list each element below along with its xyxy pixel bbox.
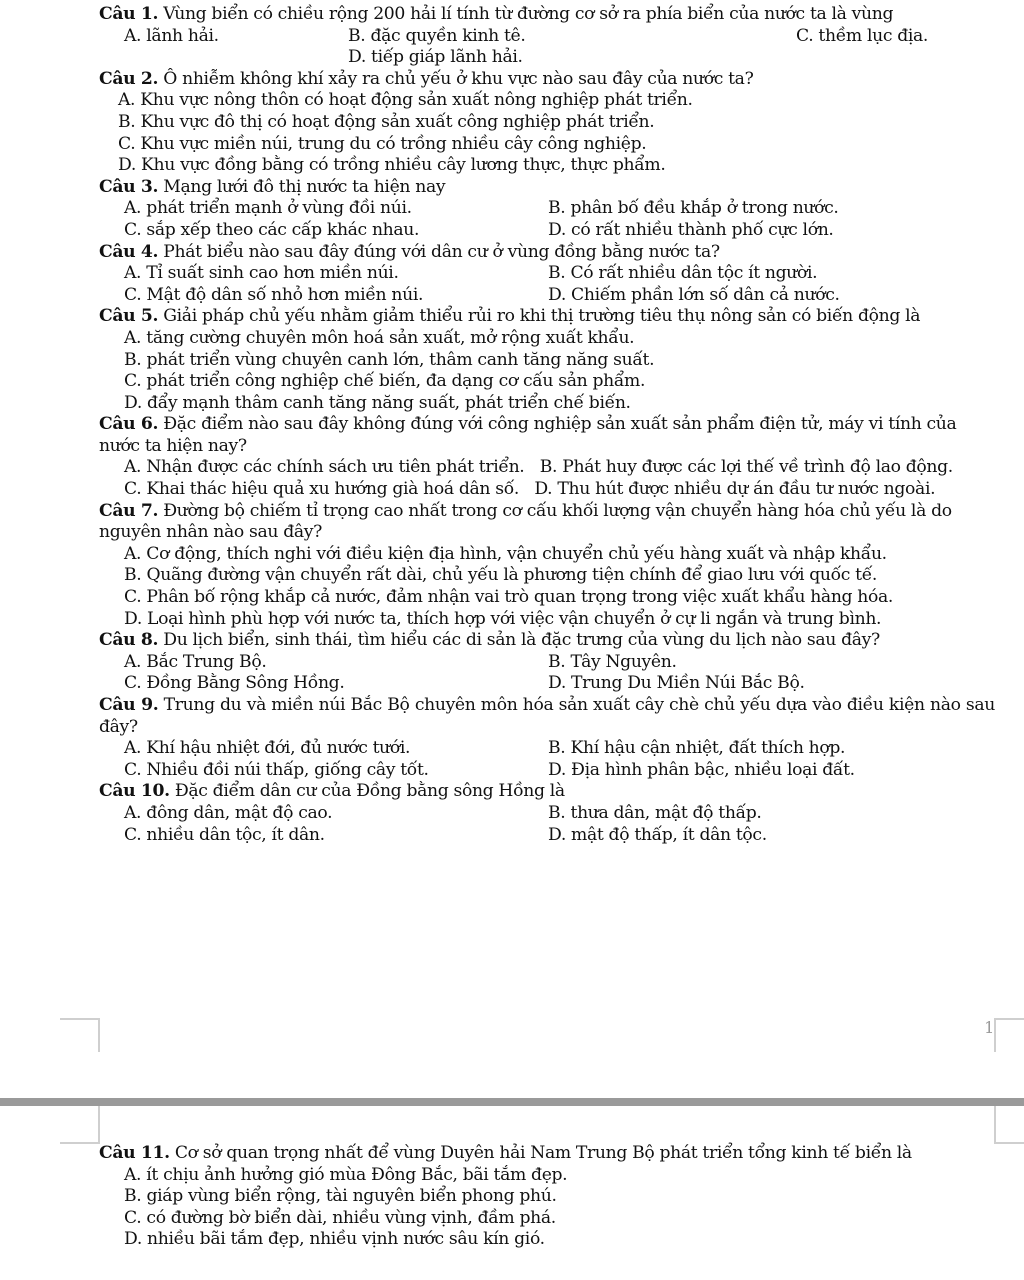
- question-11-number: Câu 11.: [99, 1143, 170, 1163]
- question-6-options-line-1: [99, 457, 995, 479]
- question-9-number: Câu 9.: [99, 695, 159, 715]
- question-6-options-line-2: [99, 479, 995, 501]
- margin-corner-mark: [994, 1106, 1024, 1144]
- question-7-stem: [99, 501, 995, 544]
- question-1-options-row: [99, 26, 995, 48]
- question-11: [99, 1143, 995, 1251]
- question-2-number: Câu 2.: [99, 68, 159, 89]
- page-separator: [0, 1098, 1024, 1106]
- question-8-option-b: B. Tây Nguyên.: [548, 651, 677, 672]
- margin-corner-mark: [60, 1018, 100, 1052]
- question-8-stem: [99, 630, 995, 652]
- question-4-options-row-2: [99, 285, 995, 307]
- question-6-number: Câu 6.: [99, 414, 159, 435]
- question-10-option-b: B. thưa dân, mật độ thấp.: [548, 802, 762, 823]
- question-2-option-c: C. Khu vực miền núi, trung du có trồng nhiều cây công nghiệp.: [118, 133, 647, 154]
- page-number: 1: [984, 1018, 994, 1037]
- question-5: [99, 306, 995, 414]
- question-11-option-d: D. nhiều bãi tắm đẹp, nhiều vịnh nước sâu kín gió.: [124, 1229, 545, 1250]
- question-9-options-row-1: [99, 738, 995, 760]
- question-2: [99, 69, 995, 177]
- question-5-option-a: A. tăng cường chuyên môn hoá sản xuất, mở rộng xuất khẩu.: [124, 327, 635, 348]
- question-4-option-b: B. Có rất nhiều dân tộc ít người.: [548, 263, 818, 284]
- question-9-option-a: A. Khí hậu nhiệt đới, đủ nước tưới.: [124, 738, 411, 759]
- question-8: [99, 630, 995, 695]
- question-10-option-c: C. nhiều dân tộc, ít dân.: [124, 824, 325, 845]
- question-5-option-c: C. phát triển công nghiệp chế biến, đa dạng cơ cấu sản phẩm.: [124, 371, 646, 392]
- question-2-text: Ô nhiễm không khí xảy ra chủ yếu ở khu vực nào sau đây của nước ta?: [163, 68, 754, 89]
- question-6-option-a: A. Nhận được các chính sách ưu tiên phát triển.: [124, 457, 525, 478]
- question-9-stem: [99, 695, 995, 738]
- question-8-text: Du lịch biển, sinh thái, tìm hiểu các di sản là đặc trưng của vùng du lịch nào sau đây?: [163, 630, 880, 651]
- question-8-option-d: D. Trung Du Miền Núi Bắc Bộ.: [548, 673, 805, 694]
- question-11-text: Cơ sở quan trọng nhất để vùng Duyên hải Nam Trung Bộ phát triển tổng kinh tế biển là: [174, 1143, 912, 1163]
- question-1-option-c: C. thềm lục địa.: [796, 25, 929, 46]
- question-3-text: Mạng lưới đô thị nước ta hiện nay: [163, 176, 446, 197]
- question-4-options-row-1: [99, 263, 995, 285]
- question-8-option-a: A. Bắc Trung Bộ.: [124, 651, 267, 672]
- question-4-option-a: A. Tỉ suất sinh cao hơn miền núi.: [124, 263, 399, 284]
- question-8-option-c: C. Đồng Bằng Sông Hồng.: [124, 673, 345, 694]
- question-7-option-c: C. Phân bố rộng khắp cả nước, đảm nhận vai trò quan trọng trong việc xuất khẩu hàng hóa.: [124, 587, 894, 608]
- question-10-option-d: D. mật độ thấp, ít dân tộc.: [548, 824, 767, 845]
- question-1-text: Vùng biển có chiều rộng 200 hải lí tính từ đường cơ sở ra phía biển của nước ta là vùng: [163, 4, 894, 24]
- question-6-option-b: B. Phát huy được các lợi thế về trình độ lao động.: [539, 457, 953, 478]
- question-3-options-row-1: [99, 198, 995, 220]
- question-1-option-b: B. đặc quyền kinh tê.: [348, 25, 526, 46]
- question-4-text: Phát biểu nào sau đây đúng với dân cư ở vùng đồng bằng nước ta?: [163, 241, 720, 262]
- question-4-number: Câu 4.: [99, 241, 159, 262]
- question-3-option-a: A. phát triển mạnh ở vùng đồi núi.: [124, 198, 412, 219]
- question-8-number: Câu 8.: [99, 630, 159, 651]
- question-7-option-d: D. Loại hình phù hợp với nước ta, thích hợp với việc vận chuyển ở cự li ngắn và trung bình.: [124, 608, 882, 629]
- margin-corner-mark: [994, 1018, 1024, 1052]
- question-1-option-d: D. tiếp giáp lãnh hải.: [348, 47, 523, 68]
- question-6-stem: [99, 414, 995, 457]
- question-9-option-b: B. Khí hậu cận nhiệt, đất thích hợp.: [548, 738, 846, 759]
- question-1: [99, 4, 995, 69]
- question-10-option-a: A. đông dân, mật độ cao.: [124, 802, 333, 823]
- question-3-options-row-2: [99, 220, 995, 242]
- question-10-stem: [99, 781, 995, 803]
- margin-corner-mark: [60, 1106, 100, 1144]
- question-5-text: Giải pháp chủ yếu nhằm giảm thiểu rủi ro khi thị trường tiêu thụ nông sản có biến động là: [163, 306, 921, 327]
- question-10-text: Đặc điểm dân cư của Đồng bằng sông Hồng là: [174, 781, 565, 802]
- question-3-stem: [99, 177, 995, 199]
- question-5-option-d: D. đẩy mạnh thâm canh tăng năng suất, phát triển chế biến.: [124, 392, 631, 413]
- question-2-option-a: A. Khu vực nông thôn có hoạt động sản xuất nông nghiệp phát triển.: [118, 90, 693, 111]
- question-5-number: Câu 5.: [99, 306, 159, 327]
- question-6: [99, 414, 995, 500]
- question-3: [99, 177, 995, 242]
- question-11-option-c: C. có đường bờ biển dài, nhiều vùng vịnh, đầm phá.: [124, 1207, 556, 1228]
- question-6-text: Đặc điểm nào sau đây không đúng với công nghiệp sản xuất sản phẩm điện tử, máy vi tính của nước ta hiện nay?: [99, 414, 957, 456]
- question-2-option-d: D. Khu vực đồng bằng có trồng nhiều cây lương thực, thực phẩm.: [118, 155, 666, 176]
- question-9-option-d: D. Địa hình phân bậc, nhiều loại đất.: [548, 759, 855, 780]
- question-9-options-row-2: [99, 760, 995, 782]
- question-9-option-c: C. Nhiều đồi núi thấp, giống cây tốt.: [124, 759, 429, 780]
- question-4-option-d: D. Chiếm phần lớn số dân cả nước.: [548, 284, 840, 305]
- question-9: [99, 695, 995, 781]
- question-9-text: Trung du và miền núi Bắc Bộ chuyên môn hóa sản xuất cây chè chủ yếu dựa vào điều kiện nào sau đây?: [99, 695, 995, 737]
- question-1-number: Câu 1.: [99, 4, 159, 24]
- question-4-option-c: C. Mật độ dân số nhỏ hơn miền núi.: [124, 284, 424, 305]
- question-10: [99, 781, 995, 846]
- question-10-options-row-2: [99, 825, 995, 847]
- question-1-option-a: A. lãnh hải.: [124, 25, 219, 46]
- question-7-option-a: A. Cơ động, thích nghi với điều kiện địa hình, vận chuyển chủ yếu hàng xuất và nhập khẩu.: [124, 543, 887, 564]
- question-4-stem: [99, 242, 995, 264]
- question-11-option-b: B. giáp vùng biển rộng, tài nguyên biển phong phú.: [124, 1186, 557, 1207]
- question-7-number: Câu 7.: [99, 500, 159, 521]
- question-5-stem: [99, 306, 995, 328]
- question-10-number: Câu 10.: [99, 781, 170, 802]
- question-3-option-d: D. có rất nhiều thành phố cực lớn.: [548, 219, 834, 240]
- question-2-option-b: B. Khu vực đô thị có hoạt động sản xuất công nghiệp phát triển.: [118, 111, 655, 132]
- question-1-stem: [99, 4, 995, 26]
- question-10-options-row-1: [99, 803, 995, 825]
- question-8-options-row-1: [99, 652, 995, 674]
- question-3-number: Câu 3.: [99, 176, 159, 197]
- question-7: [99, 501, 995, 631]
- document-page-2: [0, 1106, 1024, 1280]
- question-8-options-row-2: [99, 673, 995, 695]
- question-7-text: Đường bộ chiếm tỉ trọng cao nhất trong cơ cấu khối lượng vận chuyển hàng hóa chủ yếu là do nguyên nhân nào sau đây?: [99, 500, 952, 543]
- question-3-option-c: C. sắp xếp theo các cấp khác nhau.: [124, 219, 420, 240]
- page-2-content: [99, 1143, 995, 1251]
- question-11-option-a: A. ít chịu ảnh hưởng gió mùa Đông Bắc, bãi tắm đẹp.: [124, 1164, 568, 1185]
- question-5-option-b: B. phát triển vùng chuyên canh lớn, thâm canh tăng năng suất.: [124, 349, 655, 370]
- question-2-stem: [99, 69, 995, 91]
- question-4: [99, 242, 995, 307]
- question-6-option-d: D. Thu hút được nhiều dự án đầu tư nước ngoài.: [534, 479, 936, 500]
- question-3-option-b: B. phân bố đều khắp ở trong nước.: [548, 198, 839, 219]
- question-6-option-c: C. Khai thác hiệu quả xu hướng già hoá dân số.: [124, 479, 520, 500]
- page-1-content: [99, 4, 995, 846]
- question-7-option-b: B. Quãng đường vận chuyển rất dài, chủ yếu là phương tiện chính để giao lưu với quốc tế.: [124, 565, 878, 586]
- question-11-stem: [99, 1143, 995, 1165]
